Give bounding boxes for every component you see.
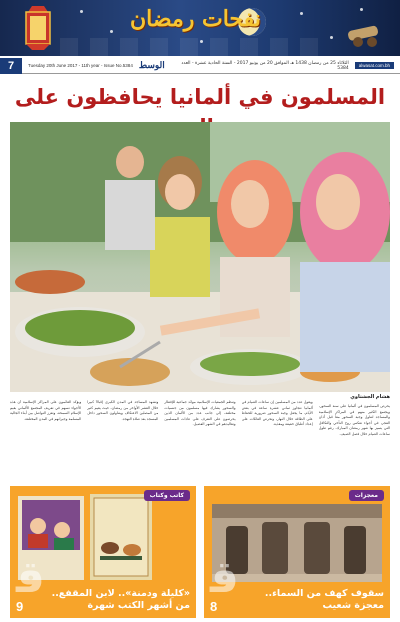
- article-column: يحرص المسلمون في ألمانيا على سنة السحور، ويجتمع الكثير منهم في المراكز الإسلامية والمساجد لتناول وجبة السحور معاً قبل أذان الفجر، في أجواء تعكس روح التآخي والتكافل التي يتميز بها شهر رمضان المبارك، رغم طول ساعات الصيام خلال فصل الصيف.: [318, 404, 390, 436]
- section-tag: معجزات: [349, 490, 384, 501]
- article-columns: [10, 394, 390, 478]
- article-photo: [10, 122, 390, 392]
- date-strip: [0, 58, 400, 74]
- masthead-logo: الوسط: [138, 60, 165, 71]
- promo-caption: سقوف كهف من السماء.. معجزة شعيب: [264, 588, 384, 611]
- mosque-silhouette: [60, 38, 330, 56]
- section-tag: كاتب وكتاب: [144, 490, 190, 501]
- banner-title: نفحات رمضان: [130, 6, 261, 32]
- article-column: ويؤكد القائمون على المراكز الإسلامية أن هذه الأجواء تسهم في تعريف المجتمع الألماني بقيم الإسلام السمحة، وتعزز التواصل بين أبناء الجالية المسلمة وجيرانهم في المدن المختلفة.: [9, 400, 82, 421]
- photo-credit: هشام الجشتاوي: [350, 394, 390, 400]
- promo-miracles[interactable]: [204, 486, 390, 618]
- ramadan-banner: [0, 0, 400, 56]
- dateline-arabic: الثلاثاء 25 من رمضان 1438 هـ الموافق 20 من يونيو 2017 - السنة الحادية عشرة - العدد 5384: [181, 60, 349, 71]
- arrow-icon: ﻗ: [210, 552, 239, 603]
- article-column: وتنظم الجمعيات الإسلامية موائد جماعية للإفطار والسحور يشارك فيها مسلمون من جنسيات مختلفة، إلى جانب عدد من الألمان الذين يحرصون على التعرف على عادات المسلمين وتقاليدهم في الشهر الفضيل.: [164, 400, 236, 427]
- promo-page-number: 8: [210, 599, 218, 614]
- article-column: وتشهد المساجد في المدن الكبرى إقبالاً كبيراً خلال العشر الأواخر من رمضان، حيث يقيم كثير من المصلين الاعتكاف ويتناولون السحور داخل المسجد بعد صلاة التهجد.: [87, 400, 159, 421]
- promo-caption: «كليلة ودمنة».. لابن المقفع.. من أشهر الكتب شهرة: [51, 588, 190, 611]
- promo-page-number: 9: [16, 599, 24, 614]
- arrow-icon: ﻗ: [16, 552, 45, 603]
- article-column: ويقول عدد من المسلمين إن ساعات الصيام في ألمانيا تتجاوز ثماني عشرة ساعة في بعض الأيام، ما يجعل وجبة السحور ضرورية للحفاظ على الطاقة خلال النهار، وتحرص العائلات على إعداد أطباق خفيفة ومغذية.: [241, 400, 313, 427]
- lantern-icon: [18, 4, 58, 52]
- dateline-english: Tuesday 20th June 2017 - 11th year - Issue No.5384: [28, 63, 133, 68]
- promo-book[interactable]: [10, 486, 196, 618]
- website-link[interactable]: alwasat.com.bh: [355, 62, 394, 69]
- article-headline: المسلمون في ألمانيا يحافظون على: [14, 85, 386, 109]
- photo-illustration: [10, 122, 390, 392]
- cannon-icon: [344, 22, 388, 48]
- page-number: 7: [0, 58, 22, 74]
